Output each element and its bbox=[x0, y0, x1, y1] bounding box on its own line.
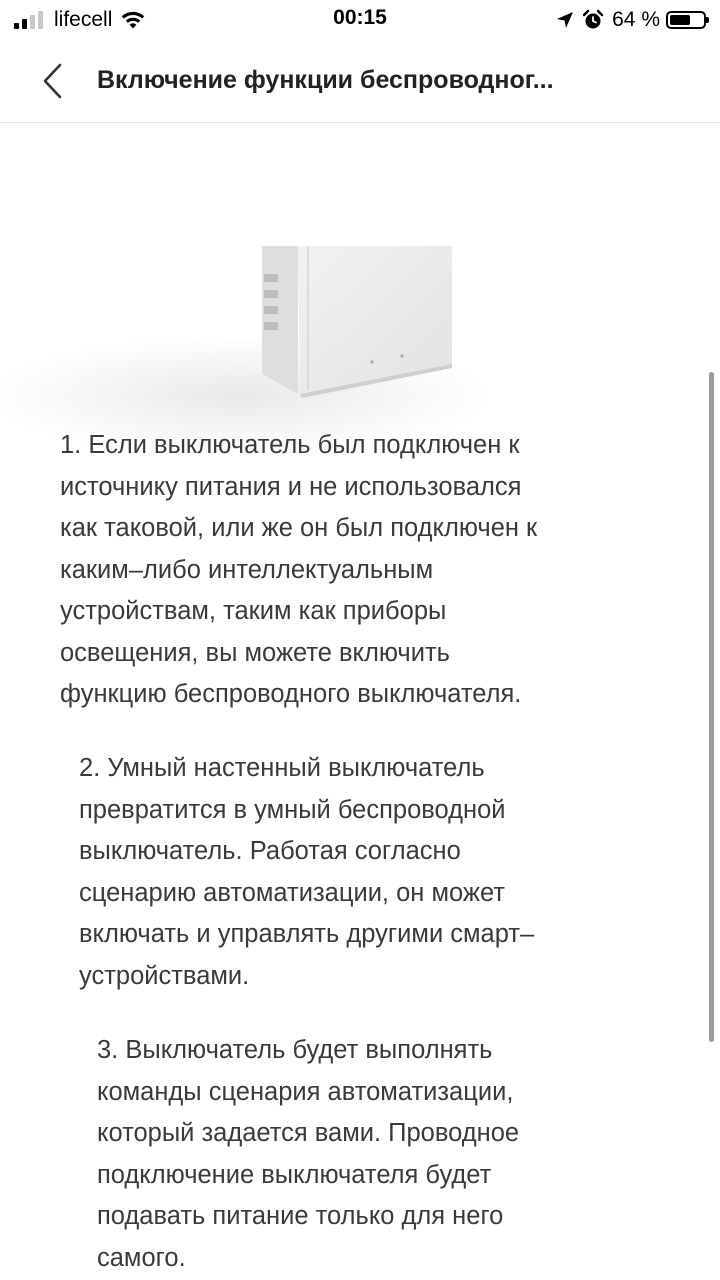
page-title: Включение функции беспроводног... bbox=[97, 66, 554, 94]
clock: 00:15 bbox=[333, 6, 387, 29]
battery-percent: 64 % bbox=[612, 8, 660, 31]
instruction-paragraph-2: 2. Умный настенный выключатель превратится в умный беспроводной выключатель. Работая согласно сценарию автоматизации, он может включать и управлять другими смарт– устройствами. bbox=[79, 754, 535, 990]
content-area[interactable] bbox=[0, 123, 720, 1280]
scrollbar[interactable] bbox=[709, 372, 714, 1042]
battery-icon bbox=[666, 11, 706, 29]
location-arrow-icon bbox=[556, 11, 574, 29]
status-bar bbox=[0, 0, 720, 40]
back-button[interactable] bbox=[30, 58, 76, 104]
carrier-name: lifecell bbox=[54, 8, 113, 31]
chevron-left-icon bbox=[42, 63, 64, 99]
nav-header bbox=[0, 40, 720, 123]
alarm-icon bbox=[582, 9, 604, 31]
instruction-paragraph-3: 3. Выключатель будет выполнять команды сценария автоматизации, который задается вами. Проводное подключение выключателя будет подавать питание только для него самого. bbox=[97, 1036, 520, 1272]
instruction-paragraph-1: 1. Если выключатель был подключен к источнику питания и не использовался как таковой, или же он был подключен к каким–либо интеллектуальным устройствам, таким как приборы освещения, вы можете включить функцию беспроводного выключателя. bbox=[60, 431, 538, 708]
status-bar-right bbox=[556, 6, 706, 34]
